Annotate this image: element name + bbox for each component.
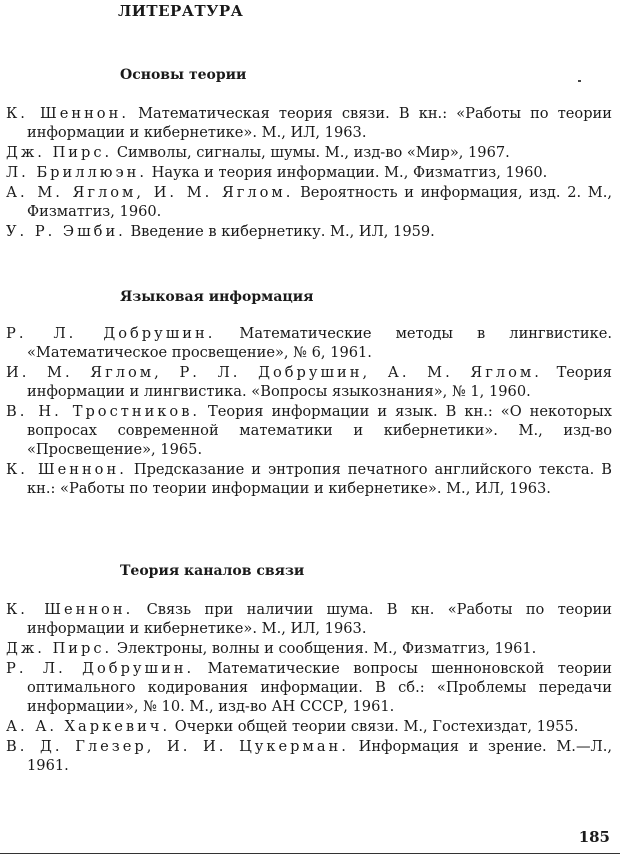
entry-author: Р. Л. Добрушин. [6,660,195,677]
entry-text: Информация и зрение. М.—Л., 1961. [27,738,612,774]
bibliography-entry [6,460,612,498]
section-heading-basics: Основы теории [120,67,247,83]
entry-author: В. Н. Тростников. [6,403,201,420]
bibliography-entry [6,363,612,401]
page-title: ЛИТЕРАТУРА [118,2,244,20]
entry-author: Дж. Пирс. [6,144,113,161]
entry-text: Очерки общей теории связи. М., Гостехиздат, 1955. [170,718,579,735]
section-heading-channels: Теория каналов связи [120,563,305,579]
bottom-rule [0,853,620,854]
bibliography-entry [6,659,612,716]
entry-text: Вероятность и информация, изд. 2. М., Физматгиз, 1960. [27,184,613,220]
entry-text: Связь при наличии шума. В кн. «Работы по теории информации и кибернетике». М., ИЛ, 1963. [27,601,613,637]
section-entries-language [6,324,612,499]
bibliography-entry [6,600,612,638]
bibliography-entry [6,222,612,241]
entry-author: И. М. Яглом, Р. Л. Добрушин, А. М. Яглом. [6,364,542,381]
entry-text: Математическая теория связи. В кн.: «Работы по теории информации и кибернетике». М., ИЛ, 1963. [27,105,613,141]
bibliography-entry [6,324,612,362]
bibliography-entry [6,183,612,221]
entry-author: Л. Бриллюэн. [6,164,148,181]
entry-text: Математические вопросы шенноновской теории оптимального кодирования информации. В сб.: «Проблемы передачи информации», № 10. М., изд-во АН СССР, 1961. [27,660,612,715]
entry-text: Предсказание и энтропия печатного английского текста. В кн.: «Работы по теории информации и кибернетике». М., ИЛ, 1963. [27,461,612,497]
entry-text: Теория информации и лингвистика. «Вопросы языкознания», № 1, 1960. [27,364,612,400]
section-entries-basics [6,104,612,242]
page-number: 185 [578,828,610,846]
entry-author: А. М. Яглом, И. М. Яглом. [6,184,294,201]
bibliography-entry [6,737,612,775]
print-speck [578,80,581,82]
entry-author: В. Д. Глезер, И. И. Цукерман. [6,738,349,755]
section-entries-channels [6,600,612,776]
bibliography-entry [6,163,612,182]
entry-text: Наука и теория информации. М., Физматгиз, 1960. [147,164,548,181]
entry-author: У. Р. Эшби. [6,223,126,240]
bibliography-entry [6,143,612,162]
entry-author: Р. Л. Добрушин. [6,325,216,342]
entry-author: А. А. Харкевич. [6,718,171,735]
entry-text: Математические методы в лингвистике. «Математическое просвещение», № 6, 1961. [27,325,612,361]
entry-author: Дж. Пирс. [6,640,113,657]
section-heading-language: Языковая информация [120,289,314,305]
bibliography-entry [6,639,612,658]
entry-text: Символы, сигналы, шумы. М., изд-во «Мир», 1967. [112,144,510,161]
entry-text: Электроны, волны и сообщения. М., Физматгиз, 1961. [112,640,537,657]
entry-author: К. Шеннон. [6,461,127,478]
bibliography-entry [6,402,612,459]
entry-author: К. Шеннон. [6,105,129,122]
entry-text: Теория информации и язык. В кн.: «О некоторых вопросах современной математики и кибернетики». М., изд-во «Просвещение», 1965. [27,403,612,458]
bibliography-entry [6,104,612,142]
bibliography-entry [6,717,612,736]
entry-text: Введение в кибернетику. М., ИЛ, 1959. [125,223,435,240]
entry-author: К. Шеннон. [6,601,134,618]
